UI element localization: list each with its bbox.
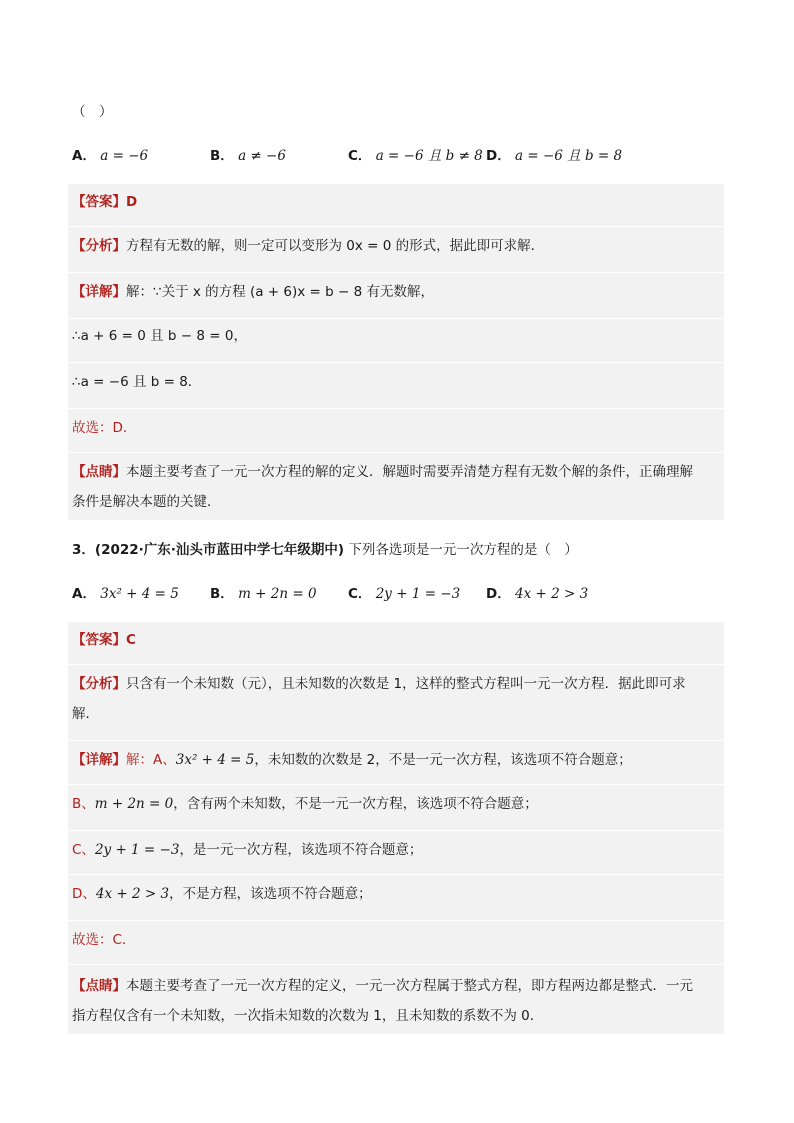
answer-tag: 【答案】 [72,632,126,648]
option-letter: C． [348,148,372,164]
choose-line: 故选：C． [72,932,136,948]
detail-line-b [72,794,716,814]
detail-line-d [72,884,716,904]
option-letter: C． [348,586,372,602]
q2-option-c[interactable] [348,146,483,166]
answer-value: D [126,194,138,210]
analysis-line-1 [72,674,716,694]
detail-d-label: D、 [72,886,96,902]
option-expr: 4x + 2 > 3 [515,586,589,602]
choose-line: 故选：D． [72,420,137,436]
detail-a-text: ，未知数的次数是 2，不是一元一次方程，该选项不符合题意； [254,752,632,768]
analysis-tag: 【分析】 [72,676,126,692]
detail-c-text: ，是一元一次方程，该选项不符合题意； [179,842,423,858]
detail-line [72,282,716,302]
q2-solution-box [68,184,724,520]
option-expr: 2y + 1 = −3 [375,586,461,602]
q2-option-a[interactable] [72,146,148,166]
detail-c-label: C、 [72,842,95,858]
detail-line-c [72,840,716,860]
option-letter: B． [210,586,234,602]
detail-c-expr: 2y + 1 = −3 [94,842,180,858]
answer-line [72,630,716,650]
detail-b-text: ，含有两个未知数，不是一元一次方程，该选项不符合题意； [173,796,538,812]
detail-a-label: 解：A、 [126,752,176,768]
detail-b-label: B、 [72,796,95,812]
q3-source: 3．(2022·广东·汕头市蓝田中学七年级期中) [72,542,345,558]
detail-line-a [72,750,716,770]
q3-option-a[interactable] [72,584,179,604]
q2-option-b[interactable] [210,146,286,166]
detail-step-1: ∴a + 6 = 0 且 b − 8 = 0， [72,328,247,344]
comment-line-1 [72,462,716,482]
detail-d-text: ，不是方程，该选项不符合题意； [169,886,372,902]
q3-stem [72,540,578,560]
option-letter: D． [486,586,511,602]
answer-tag: 【答案】 [72,194,126,210]
detail-text: 解：∵关于 x 的方程 (a + 6)x = b − 8 有无数解， [126,284,434,300]
question-paren: （ ） [72,104,113,120]
q3-solution-box [68,622,724,1034]
analysis-text: 只含有一个未知数（元），且未知数的次数是 1，这样的整式方程叫一元一次方程．据此即可求 [126,676,686,692]
q2-option-d[interactable] [486,146,622,166]
q3-option-d[interactable] [486,584,588,604]
analysis-text: 方程有无数的解，则一定可以变形为 0x = 0 的形式，据此即可求解． [126,238,545,254]
analysis-tag: 【分析】 [72,238,126,254]
detail-tag: 【详解】 [72,284,126,300]
comment-tag: 【点睛】 [72,464,126,480]
option-expr: 3x² + 4 = 5 [100,586,179,602]
comment-line-2: 指方程仅含有一个未知数，一次指未知数的次数为 1，且未知数的系数不为 0． [72,1008,544,1024]
q3-option-c[interactable] [348,584,460,604]
option-expr: a ≠ −6 [238,148,286,164]
answer-value: C [126,632,136,648]
q3-option-b[interactable] [210,584,317,604]
option-letter: A． [72,148,96,164]
option-expr: a = −6 且 b = 8 [515,148,623,164]
option-expr: a = −6 [100,148,149,164]
option-letter: B． [210,148,234,164]
detail-step-2: ∴a = −6 且 b = 8． [72,374,202,390]
comment-text: 本题主要考查了一元一次方程的解的定义．解题时需要弄清楚方程有无数个解的条件，正确理解 [126,464,693,480]
comment-tag: 【点睛】 [72,978,126,994]
option-letter: A． [72,586,96,602]
option-expr: a = −6 且 b ≠ 8 [375,148,483,164]
comment-line-2: 条件是解决本题的关键． [72,494,221,510]
detail-tag: 【详解】 [72,752,126,768]
analysis-line [72,236,716,256]
comment-line-1 [72,976,716,996]
option-letter: D． [486,148,511,164]
detail-a-expr: 3x² + 4 = 5 [175,752,255,768]
answer-line [72,192,716,212]
analysis-line-2: 解． [72,706,99,722]
option-expr: m + 2n = 0 [238,586,317,602]
detail-b-expr: m + 2n = 0 [94,796,174,812]
comment-text: 本题主要考查了一元一次方程的定义，一元一次方程属于整式方程，即方程两边都是整式．一元 [126,978,693,994]
detail-d-expr: 4x + 2 > 3 [95,886,170,902]
q3-stem-text: 下列各选项是一元一次方程的是（ ） [344,542,578,558]
